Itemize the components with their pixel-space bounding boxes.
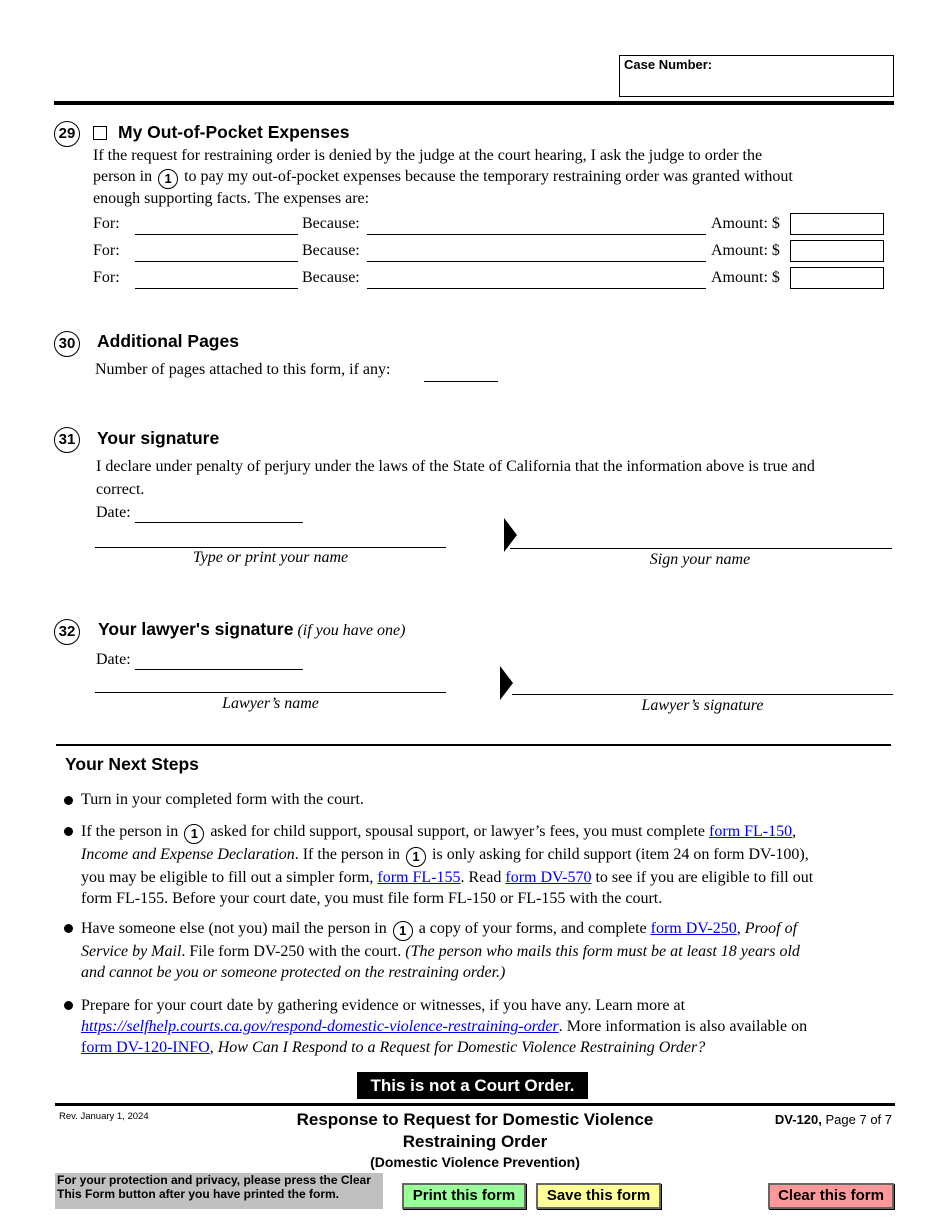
- next-steps-title: Your Next Steps: [65, 754, 199, 774]
- expense-for-input[interactable]: [135, 217, 298, 235]
- text: asked for child support, spousal support, or lawyer’s fees, you must complete: [210, 823, 706, 840]
- item-30-title: Additional Pages: [97, 331, 239, 351]
- lawyer-name-caption: Lawyer’s name: [222, 695, 319, 712]
- next-step-4-line-2: [81, 1016, 881, 1037]
- signature-caption: Sign your name: [649, 551, 751, 568]
- next-step-4: [81, 995, 881, 1059]
- item-29-line-2: [93, 167, 893, 189]
- text: If the person in: [81, 823, 179, 840]
- next-step-1: Turn in your completed form with the court.: [81, 791, 364, 808]
- item-number-30: 30: [54, 331, 80, 357]
- print-button[interactable]: Print this form: [402, 1183, 526, 1209]
- declaration-text: [96, 455, 886, 501]
- form-title: How Can I Respond to a Request for Domestic Violence Restraining Order?: [217, 1039, 706, 1057]
- next-step-3: [81, 918, 881, 983]
- page-number: Page 7 of 7: [825, 1112, 892, 1127]
- lawyer-date-input[interactable]: [135, 652, 303, 670]
- bullet-icon: [64, 924, 73, 933]
- for-label: For:: [93, 215, 120, 232]
- footer-form-title: [250, 1109, 700, 1153]
- form-dv250-link[interactable]: form DV-250: [650, 920, 737, 937]
- item-29-description: [93, 146, 893, 209]
- case-number-box: [619, 55, 894, 97]
- text: Have someone else (not you) mail the person in: [81, 920, 387, 937]
- declaration-line-1: I declare under penalty of perjury under the laws of the State of California that the information above is true and: [96, 458, 815, 475]
- text: is only asking for child support (item 24 on form DV-100),: [432, 846, 809, 863]
- case-number-label: Case Number:: [624, 57, 713, 72]
- text: . If the person in: [294, 846, 401, 863]
- because-label: Because:: [302, 242, 360, 259]
- lawyer-signature-line[interactable]: [512, 694, 893, 695]
- footer-title-line-1: Response to Request for Domestic Violence: [296, 1110, 654, 1129]
- clear-button[interactable]: Clear this form: [768, 1183, 894, 1209]
- expense-because-input[interactable]: [367, 271, 706, 289]
- item-32-title: Your lawyer's signature: [98, 619, 294, 639]
- footer-subtitle: (Domestic Violence Prevention): [370, 1154, 580, 1170]
- next-step-2-line-4: form FL-155. Before your court date, you must file form FL-150 or FL-155 with the court.: [81, 890, 663, 908]
- item-ref-1: 1: [406, 847, 426, 867]
- next-step-3-line-3: and cannot be you or someone protected on the restraining order.): [81, 964, 506, 982]
- item-number-31: 31: [54, 427, 80, 453]
- amount-label: Amount: $: [711, 242, 780, 259]
- amount-label: Amount: $: [711, 215, 780, 232]
- because-label: Because:: [302, 269, 360, 286]
- form-fl155-link[interactable]: form FL-155: [377, 869, 461, 886]
- text: . More information is also available on: [558, 1018, 808, 1036]
- signature-date-input[interactable]: [135, 505, 303, 523]
- next-steps-divider: [56, 744, 891, 746]
- form-title: Income and Expense Declaration: [81, 846, 295, 863]
- expense-for-input[interactable]: [135, 244, 298, 262]
- additional-pages-text: Number of pages attached to this form, if any:: [95, 361, 391, 378]
- item-29-line-1: If the request for restraining order is denied by the judge at the court hearing, I ask the judge to order the: [93, 147, 763, 164]
- item-ref-1: 1: [393, 921, 413, 941]
- item-ref-1: 1: [184, 824, 204, 844]
- item-ref-1: 1: [158, 169, 178, 189]
- footer-divider: [55, 1103, 895, 1106]
- next-step-2-line-1: [81, 821, 881, 844]
- page-indicator: [720, 1112, 892, 1127]
- text: ,: [209, 1039, 214, 1057]
- text: a copy of your forms, and complete: [418, 920, 647, 937]
- next-step-2: [81, 821, 881, 909]
- item-29-line-2-post: to pay my out-of-pocket expenses because the temporary restraining order was granted without: [184, 167, 793, 185]
- item-29-line-3: enough supporting facts. The expenses are:: [93, 189, 370, 207]
- bullet-icon: [64, 827, 73, 836]
- item-31-title: Your signature: [97, 428, 220, 448]
- item-32-title-note: (if you have one): [297, 622, 406, 639]
- header-divider: [54, 101, 894, 105]
- item-number-32: 32: [54, 619, 80, 645]
- amount-label: Amount: $: [711, 269, 780, 286]
- text: . Read: [460, 869, 502, 886]
- sign-here-arrow-icon: [504, 518, 517, 552]
- item-32-title-row: [98, 619, 405, 642]
- additional-pages-input[interactable]: [424, 364, 498, 382]
- item-number-29: 29: [54, 121, 80, 147]
- signature-line[interactable]: [510, 548, 892, 549]
- text: you may be eligible to fill out a simpler form,: [81, 869, 374, 886]
- text: ,: [792, 823, 797, 840]
- footer-title-line-2: Restraining Order: [402, 1132, 548, 1151]
- expense-amount-input[interactable]: [790, 240, 884, 262]
- lawyer-signature-caption: Lawyer’s signature: [641, 697, 764, 714]
- for-label: For:: [93, 269, 120, 286]
- item-29-title: My Out-of-Pocket Expenses: [118, 122, 350, 142]
- date-label: Date:: [96, 504, 131, 521]
- form-id: DV-120,: [774, 1112, 822, 1127]
- lawyer-date-label: Date:: [96, 651, 131, 668]
- bullet-icon: [64, 1001, 73, 1010]
- note: (The person who mails this form must be at least 18 years old: [405, 943, 800, 960]
- printed-name-input[interactable]: [95, 530, 446, 548]
- privacy-note: For your protection and privacy, please press the Clear This Form button after you have printed the form.: [55, 1173, 383, 1209]
- expense-because-input[interactable]: [367, 217, 706, 235]
- expenses-checkbox[interactable]: [93, 126, 107, 140]
- expense-for-input[interactable]: [135, 271, 298, 289]
- text: ,: [736, 920, 741, 937]
- next-step-2-line-2: [81, 844, 881, 867]
- form-fl150-link[interactable]: form FL-150: [709, 823, 793, 840]
- form-title: Service by Mail: [81, 943, 182, 960]
- text: . File form DV-250 with the court.: [181, 943, 402, 960]
- selfhelp-url-link[interactable]: https://selfhelp.courts.ca.gov/respond-domestic-violence-restraining-order: [81, 1018, 559, 1036]
- item-29-line-2-pre: person in: [93, 167, 153, 185]
- form-dv120-info-link[interactable]: form DV-120-INFO: [81, 1039, 210, 1057]
- revision-date: Rev. January 1, 2024: [59, 1111, 149, 1122]
- save-button[interactable]: Save this form: [536, 1183, 661, 1209]
- next-step-3-line-2: [81, 941, 881, 962]
- expense-amount-input[interactable]: [790, 267, 884, 289]
- next-step-3-line-1: [81, 918, 881, 941]
- case-number-input[interactable]: [623, 74, 889, 94]
- expense-because-input[interactable]: [367, 244, 706, 262]
- printed-name-caption: Type or print your name: [192, 549, 349, 566]
- because-label: Because:: [302, 215, 360, 232]
- not-court-order-banner: This is not a Court Order.: [357, 1072, 588, 1099]
- for-label: For:: [93, 242, 120, 259]
- form-dv570-link[interactable]: form DV-570: [505, 869, 592, 886]
- declaration-line-2: correct.: [96, 481, 145, 498]
- lawyer-name-input[interactable]: [95, 675, 446, 693]
- next-step-2-line-3: [81, 867, 881, 888]
- text: to see if you are eligible to fill out: [595, 869, 814, 886]
- expense-amount-input[interactable]: [790, 213, 884, 235]
- next-step-4-line-3: [81, 1037, 881, 1058]
- bullet-icon: [64, 796, 73, 805]
- next-step-4-line-1: Prepare for your court date by gathering evidence or witnesses, if you have any. Learn more at: [81, 997, 686, 1014]
- form-title: Proof of: [744, 920, 798, 937]
